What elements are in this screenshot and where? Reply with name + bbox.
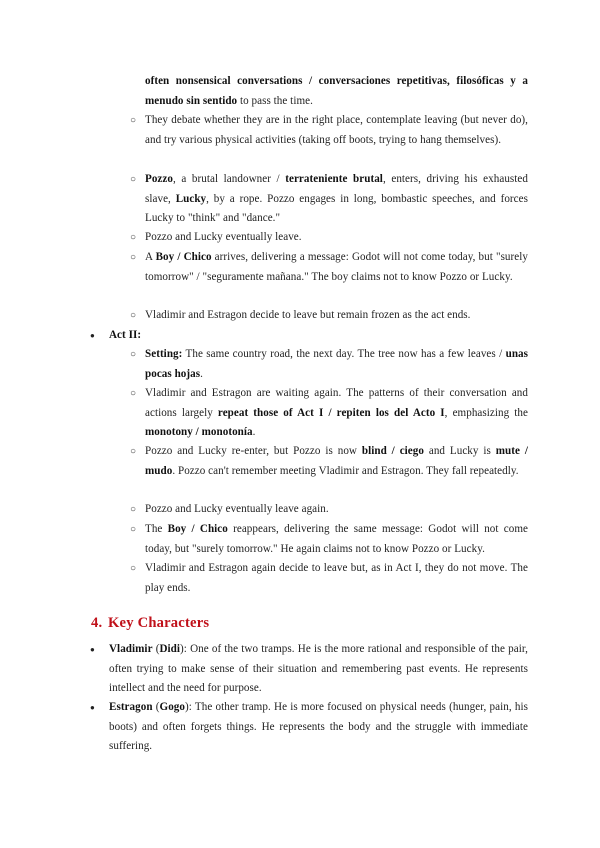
sub-bullet-icon: ○ <box>130 446 137 457</box>
sub-bullet-icon: ○ <box>130 252 137 263</box>
section-heading: 4. Key Characters <box>91 615 210 631</box>
list-item: Vladimir and Estragon are waiting again. The patterns of their conversation and actions largely repeat those of Act I / repiten los del Acto I, emphasizing the monotony / monotonía. <box>145 387 528 438</box>
list-item: Pozzo and Lucky re-enter, but Pozzo is now blind / ciego and Lucky is mute / mudo. Pozzo can't remember meeting Vladimir and Estragon. They fall repeatedly. <box>145 445 528 477</box>
list-item: The Boy / Chico reappears, delivering the same message: Godot will not come today, but "surely tomorrow." He again claims not to know Pozzo or Lucky. <box>145 523 528 555</box>
bullet-icon: ● <box>90 703 95 712</box>
list-item: Pozzo and Lucky eventually leave. <box>145 231 302 243</box>
sub-bullet-icon: ○ <box>130 115 137 126</box>
list-item: Setting: The same country road, the next day. The tree now has a few leaves / unas pocas hojas. <box>145 348 528 380</box>
list-item: Pozzo, a brutal landowner / terrateniente brutal, enters, driving his exhausted slave, Lucky, by a rope. Pozzo engages in long, bombastic speeches, and forces Lucky to "think" and "dance." <box>145 173 528 224</box>
sub-bullet-icon: ○ <box>130 388 137 399</box>
sub-bullet-icon: ○ <box>130 310 137 321</box>
sub-bullet-icon: ○ <box>130 232 137 243</box>
act-two-heading: Act II: <box>109 329 142 341</box>
list-item: Vladimir and Estragon again decide to leave but, as in Act I, they do not move. The play ends. <box>145 562 528 594</box>
bullet-icon: ● <box>90 331 95 340</box>
list-item: They debate whether they are in the right place, contemplate leaving (but never do), and try various physical activities (taking off boots, trying to hang themselves). <box>145 114 528 146</box>
list-item: Pozzo and Lucky eventually leave again. <box>145 503 329 515</box>
sub-bullet-icon: ○ <box>130 524 137 535</box>
sub-bullet-icon: ○ <box>130 349 137 360</box>
sub-bullet-icon: ○ <box>130 504 137 515</box>
bullet-icon: ● <box>90 645 95 654</box>
list-item-continuation: often nonsensical conversations / conversaciones repetitivas, filosóficas y a menudo sin sentido to pass the time. <box>145 75 528 107</box>
sub-bullet-icon: ○ <box>130 563 137 574</box>
character-item-estragon: Estragon (Gogo): The other tramp. He is more focused on physical needs (hunger, pain, his boots) and often forgets things. He represents the body and the struggle with immediate suffering. <box>109 701 528 752</box>
character-item-vladimir: Vladimir (Didi): One of the two tramps. He is the more rational and responsible of the pair, often trying to make sense of their situation and remembering past events. He represents intellect and the need for purpose. <box>109 643 528 694</box>
sub-bullet-icon: ○ <box>130 174 137 185</box>
list-item: A Boy / Chico arrives, delivering a message: Godot will not come today, but "surely tomorrow" / "seguramente mañana." The boy claims not to know Pozzo or Lucky. <box>145 251 528 283</box>
list-item: Vladimir and Estragon decide to leave but remain frozen as the act ends. <box>145 309 471 321</box>
